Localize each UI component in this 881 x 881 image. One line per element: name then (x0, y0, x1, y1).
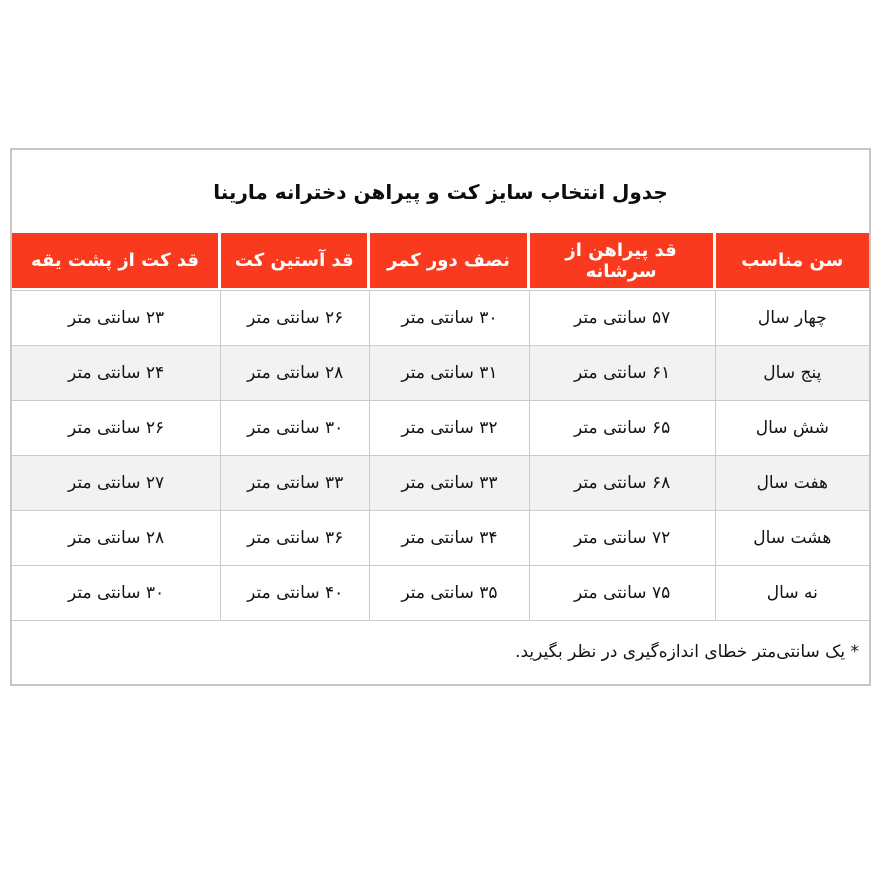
cell-jacket-length: ۲۶ سانتی متر (12, 400, 221, 455)
cell-half-waist: ۳۰ سانتی متر (370, 290, 529, 345)
cell-shirt-length: ۶۵ سانتی متر (530, 400, 716, 455)
header-cell-age: سن مناسب (716, 233, 869, 290)
cell-age: پنج سال (716, 345, 869, 400)
cell-half-waist: ۳۱ سانتی متر (370, 345, 529, 400)
cell-jacket-length: ۲۸ سانتی متر (12, 510, 221, 565)
cell-age: شش سال (716, 400, 869, 455)
header-cell-shirt-length: قد پیراهن از سرشانه (530, 233, 716, 290)
cell-sleeve-length: ۳۰ سانتی متر (221, 400, 370, 455)
size-table (12, 233, 869, 682)
cell-jacket-length: ۳۰ سانتی متر (12, 565, 221, 620)
table-row (12, 400, 869, 455)
cell-age: نه سال (716, 565, 869, 620)
cell-half-waist: ۳۳ سانتی متر (370, 455, 529, 510)
cell-jacket-length: ۲۴ سانتی متر (12, 345, 221, 400)
header-cell-jacket-length: قد کت از پشت یقه (12, 233, 221, 290)
cell-age: هشت سال (716, 510, 869, 565)
cell-shirt-length: ۷۵ سانتی متر (530, 565, 716, 620)
table-row (12, 510, 869, 565)
cell-shirt-length: ۵۷ سانتی متر (530, 290, 716, 345)
cell-shirt-length: ۷۲ سانتی متر (530, 510, 716, 565)
cell-half-waist: ۳۴ سانتی متر (370, 510, 529, 565)
header-row (12, 233, 869, 290)
cell-jacket-length: ۲۳ سانتی متر (12, 290, 221, 345)
footnote-text: * یک سانتی‌متر خطای اندازه‌گیری در نظر بگیرید. (12, 620, 869, 682)
cell-sleeve-length: ۴۰ سانتی متر (221, 565, 370, 620)
cell-sleeve-length: ۲۶ سانتی متر (221, 290, 370, 345)
page-title: جدول انتخاب سایز کت و پیراهن دخترانه مارینا (213, 179, 668, 204)
table-row (12, 565, 869, 620)
cell-jacket-length: ۲۷ سانتی متر (12, 455, 221, 510)
cell-age: چهار سال (716, 290, 869, 345)
cell-sleeve-length: ۲۸ سانتی متر (221, 345, 370, 400)
cell-shirt-length: ۶۱ سانتی متر (530, 345, 716, 400)
cell-age: هفت سال (716, 455, 869, 510)
cell-shirt-length: ۶۸ سانتی متر (530, 455, 716, 510)
table-row (12, 290, 869, 345)
footnote-row (12, 620, 869, 682)
title-area (12, 150, 869, 233)
table-row (12, 345, 869, 400)
header-cell-sleeve-length: قد آستین کت (221, 233, 370, 290)
table-row (12, 455, 869, 510)
cell-half-waist: ۳۲ سانتی متر (370, 400, 529, 455)
size-chart-panel (10, 148, 871, 686)
header-cell-half-waist: نصف دور کمر (370, 233, 529, 290)
cell-sleeve-length: ۳۳ سانتی متر (221, 455, 370, 510)
cell-sleeve-length: ۳۶ سانتی متر (221, 510, 370, 565)
cell-half-waist: ۳۵ سانتی متر (370, 565, 529, 620)
